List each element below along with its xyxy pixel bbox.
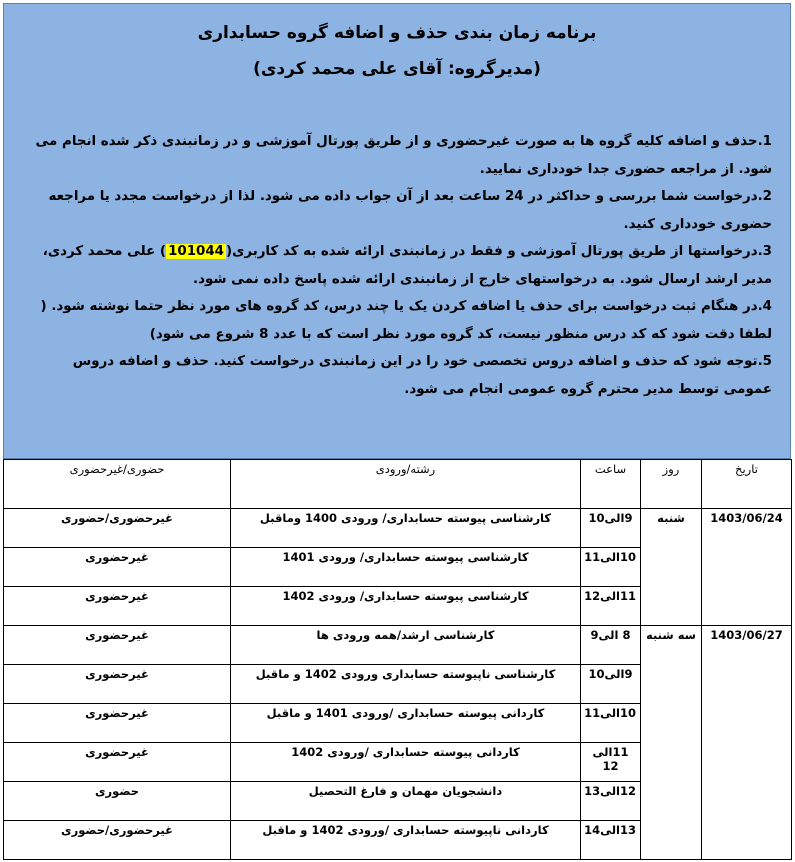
- field-cell: کارشناسی ارشد/همه ورودی ها: [231, 626, 581, 665]
- header-day: روز: [641, 460, 702, 509]
- field-cell: کاردانی پیوسته حسابداری /ورودی 1402: [231, 743, 581, 782]
- field-cell: کاردانی ناپیوسته حسابداری /ورودی 1402 و ماقبل: [231, 821, 581, 860]
- schedule-document: [3, 3, 791, 860]
- mode-cell: غیرحضوری: [4, 743, 231, 782]
- mode-cell: غیرحضوری: [4, 704, 231, 743]
- mode-cell: غیرحضوری: [4, 548, 231, 587]
- header-time: ساعت: [581, 460, 641, 509]
- mode-cell: غیرحضوری: [4, 665, 231, 704]
- mode-cell: غیرحضوری/حضوری: [4, 509, 231, 548]
- time-cell: 11الی12: [581, 587, 641, 626]
- day-cell: سه شنبه: [641, 626, 702, 860]
- header-date: تاریخ: [702, 460, 792, 509]
- date-cell: 1403/06/24: [702, 509, 792, 626]
- mode-cell: غیرحضوری/حضوری: [4, 821, 231, 860]
- table-row: [4, 626, 792, 665]
- time-cell: 9الی10: [581, 509, 641, 548]
- rule-4: 4.در هنگام ثبت درخواست برای حذف یا اضافه کردن یک یا چند درس، کد گروه های مورد نظر حتما نوشته شود. ( لطفا دقت شود که کد درس منظور نیست، کد گروه مورد نظر است که با عدد 8 شروع می شود): [40, 299, 772, 342]
- schedule-table: [3, 459, 792, 860]
- mode-cell: حضوری: [4, 782, 231, 821]
- time-cell: 10الی11: [581, 704, 641, 743]
- table-header-row: [4, 460, 792, 509]
- field-cell: کاردانی پیوسته حسابداری /ورودی 1401 و ماقبل: [231, 704, 581, 743]
- time-cell: 9الی10: [581, 665, 641, 704]
- header-field: رشته/ورودی: [231, 460, 581, 509]
- time-cell: 10الی11: [581, 548, 641, 587]
- rules-list: [22, 128, 772, 403]
- user-code-highlight: 101044: [168, 244, 224, 259]
- date-cell: 1403/06/27: [702, 626, 792, 860]
- time-cell: 8 الی9: [581, 626, 641, 665]
- table-row: [4, 509, 792, 548]
- page-title: برنامه زمان بندی حذف و اضافه گروه حسابداری: [197, 23, 597, 43]
- field-cell: کارشناسی ناپیوسته حسابداری ورودی 1402 و ماقبل: [231, 665, 581, 704]
- time-cell: 12الی13: [581, 782, 641, 821]
- mode-cell: غیرحضوری: [4, 587, 231, 626]
- page-subtitle: (مدیرگروه: آقای علی محمد کردی): [253, 59, 541, 79]
- rule-2: 2.درخواست شما بررسی و حداکثر در 24 ساعت بعد از آن جواب داده می شود. لذا از درخواست مجدد یا مراجعه حضوری خودداری کنید.: [48, 189, 772, 232]
- field-cell: کارشناسی پیوسته حسابداری/ ورودی 1401: [231, 548, 581, 587]
- header-mode: حضوری/غیرحضوری: [4, 460, 231, 509]
- time-cell: 11الی 12: [581, 743, 641, 782]
- mode-cell: غیرحضوری: [4, 626, 231, 665]
- day-cell: شنبه: [641, 509, 702, 626]
- rule-5: 5.توجه شود که حذف و اضافه دروس تخصصی خود را در این زمانبندی درخواست کنید. حذف و اضافه دروس عمومی توسط مدیر محترم گروه عمومی انجام می شود.: [72, 354, 772, 397]
- header-box: [3, 3, 791, 459]
- field-cell: کارشناسی پیوسته حسابداری/ ورودی 1400 وماقبل: [231, 509, 581, 548]
- field-cell: دانشجویان مهمان و فارغ التحصیل: [231, 782, 581, 821]
- field-cell: کارشناسی پیوسته حسابداری/ ورودی 1402: [231, 587, 581, 626]
- rule-3: 3.درخواستها از طریق پورتال آموزشی و فقط در زمانبندی ارائه شده به کد کاربری(101044) علی محمد کردی، مدیر ارشد ارسال شود. به درخواستهای خارج از زمانبندی ارائه شده پاسخ داده نمی شود.: [42, 244, 772, 287]
- time-cell: 13الی14: [581, 821, 641, 860]
- rule-1: 1.حذف و اضافه کلیه گروه ها به صورت غیرحضوری و از طریق پورتال آموزشی و در زمانبندی ذکر شده انجام می شود. از مراجعه حضوری جدا خودداری نمایید.: [35, 134, 772, 177]
